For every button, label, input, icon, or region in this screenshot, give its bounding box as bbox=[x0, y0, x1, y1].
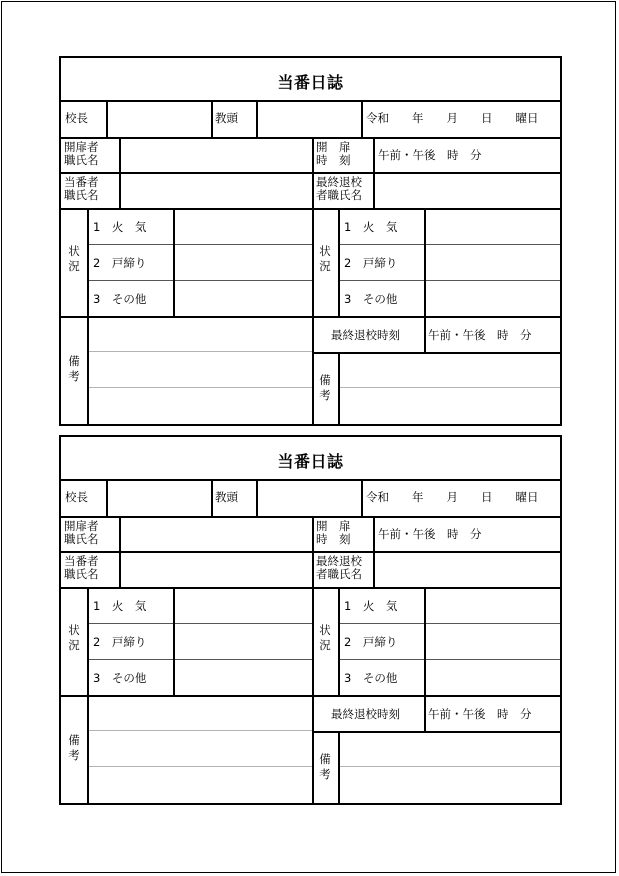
opener-field[interactable] bbox=[121, 139, 312, 172]
notes-area-left[interactable] bbox=[89, 697, 312, 803]
notes-label-left: 備 考 bbox=[68, 354, 80, 383]
last-leaver-field[interactable] bbox=[375, 174, 560, 208]
status-item-lock: 2 戸締り bbox=[344, 256, 398, 270]
rule bbox=[339, 659, 560, 660]
opener-label: 開扉者 職氏名 bbox=[64, 140, 99, 167]
rule bbox=[211, 479, 213, 516]
notes-area-left[interactable] bbox=[89, 318, 312, 424]
opener-label: 開扉者 職氏名 bbox=[64, 519, 99, 546]
last-leaver-label: 最終退校 者職氏名 bbox=[316, 175, 362, 202]
open-time-value: 午前・午後 時 分 bbox=[378, 527, 482, 541]
last-leave-time-label: 最終退校時刻 bbox=[331, 328, 400, 342]
duty-person-field[interactable] bbox=[121, 174, 312, 208]
rule bbox=[424, 695, 426, 731]
status-item-other: 3 その他 bbox=[93, 292, 147, 306]
open-time-label: 開 扉 時 刻 bbox=[316, 140, 351, 167]
status-item-fire: 1 火 気 bbox=[344, 599, 398, 613]
principal-field[interactable] bbox=[108, 102, 211, 137]
status-label-right: 状 況 bbox=[319, 623, 331, 652]
notes-label-right: 備 考 bbox=[319, 752, 331, 781]
status-item-other: 3 その他 bbox=[344, 292, 398, 306]
rule bbox=[312, 587, 314, 803]
rule bbox=[424, 208, 426, 316]
rule bbox=[88, 623, 312, 624]
open-time-label: 開 扉 時 刻 bbox=[316, 519, 351, 546]
status-item-other: 3 その他 bbox=[93, 671, 147, 685]
last-leaver-field[interactable] bbox=[375, 553, 560, 587]
rule bbox=[61, 587, 560, 589]
rule bbox=[361, 479, 363, 516]
principal-field[interactable] bbox=[108, 481, 211, 516]
status-label-left: 状 況 bbox=[68, 623, 80, 652]
rule bbox=[339, 623, 560, 624]
notes-area-right[interactable] bbox=[340, 733, 560, 803]
vice-principal-field[interactable] bbox=[258, 481, 361, 516]
rule bbox=[61, 208, 560, 210]
duty-log-form-1 bbox=[59, 56, 562, 426]
duty-person-field[interactable] bbox=[121, 553, 312, 587]
last-leave-time-value: 午前・午後 時 分 bbox=[428, 328, 532, 342]
status-item-other: 3 その他 bbox=[344, 671, 398, 685]
status-item-fire: 1 火 気 bbox=[344, 220, 398, 234]
rule bbox=[312, 208, 314, 424]
rule bbox=[339, 244, 560, 245]
duty-person-label: 当番者 職氏名 bbox=[64, 554, 99, 581]
date-label: 令和 年 月 日 曜日 bbox=[366, 490, 539, 504]
rule bbox=[312, 516, 314, 587]
rule bbox=[424, 316, 426, 352]
last-leave-time-value: 午前・午後 時 分 bbox=[428, 707, 532, 721]
rule bbox=[211, 100, 213, 137]
rule bbox=[361, 100, 363, 137]
status-label-right: 状 況 bbox=[319, 244, 331, 273]
status-label-left: 状 況 bbox=[68, 244, 80, 273]
duty-log-form-2 bbox=[59, 435, 562, 805]
rule bbox=[338, 587, 340, 695]
opener-field[interactable] bbox=[121, 518, 312, 551]
notes-label-right: 備 考 bbox=[319, 373, 331, 402]
rule bbox=[424, 587, 426, 695]
date-label: 令和 年 月 日 曜日 bbox=[366, 111, 539, 125]
rule bbox=[88, 280, 312, 281]
rule bbox=[88, 244, 312, 245]
status-item-fire: 1 火 気 bbox=[93, 599, 147, 613]
vice-principal-label: 教頭 bbox=[215, 111, 238, 125]
status-item-lock: 2 戸締り bbox=[93, 256, 147, 270]
vice-principal-field[interactable] bbox=[258, 102, 361, 137]
status-item-lock: 2 戸締り bbox=[93, 635, 147, 649]
principal-label: 校長 bbox=[65, 490, 88, 504]
form-title: 当番日誌 bbox=[277, 452, 344, 471]
vice-principal-label: 教頭 bbox=[215, 490, 238, 504]
status-item-lock: 2 戸締り bbox=[344, 635, 398, 649]
notes-label-left: 備 考 bbox=[68, 733, 80, 762]
rule bbox=[339, 280, 560, 281]
notes-area-right[interactable] bbox=[340, 354, 560, 424]
last-leave-time-label: 最終退校時刻 bbox=[331, 707, 400, 721]
duty-person-label: 当番者 職氏名 bbox=[64, 175, 99, 202]
principal-label: 校長 bbox=[65, 111, 88, 125]
rule bbox=[88, 659, 312, 660]
last-leaver-label: 最終退校 者職氏名 bbox=[316, 554, 362, 581]
status-item-fire: 1 火 気 bbox=[93, 220, 147, 234]
rule bbox=[338, 208, 340, 316]
form-title: 当番日誌 bbox=[277, 73, 344, 92]
open-time-value: 午前・午後 時 分 bbox=[378, 148, 482, 162]
rule bbox=[173, 587, 175, 695]
rule bbox=[312, 137, 314, 208]
rule bbox=[173, 208, 175, 316]
